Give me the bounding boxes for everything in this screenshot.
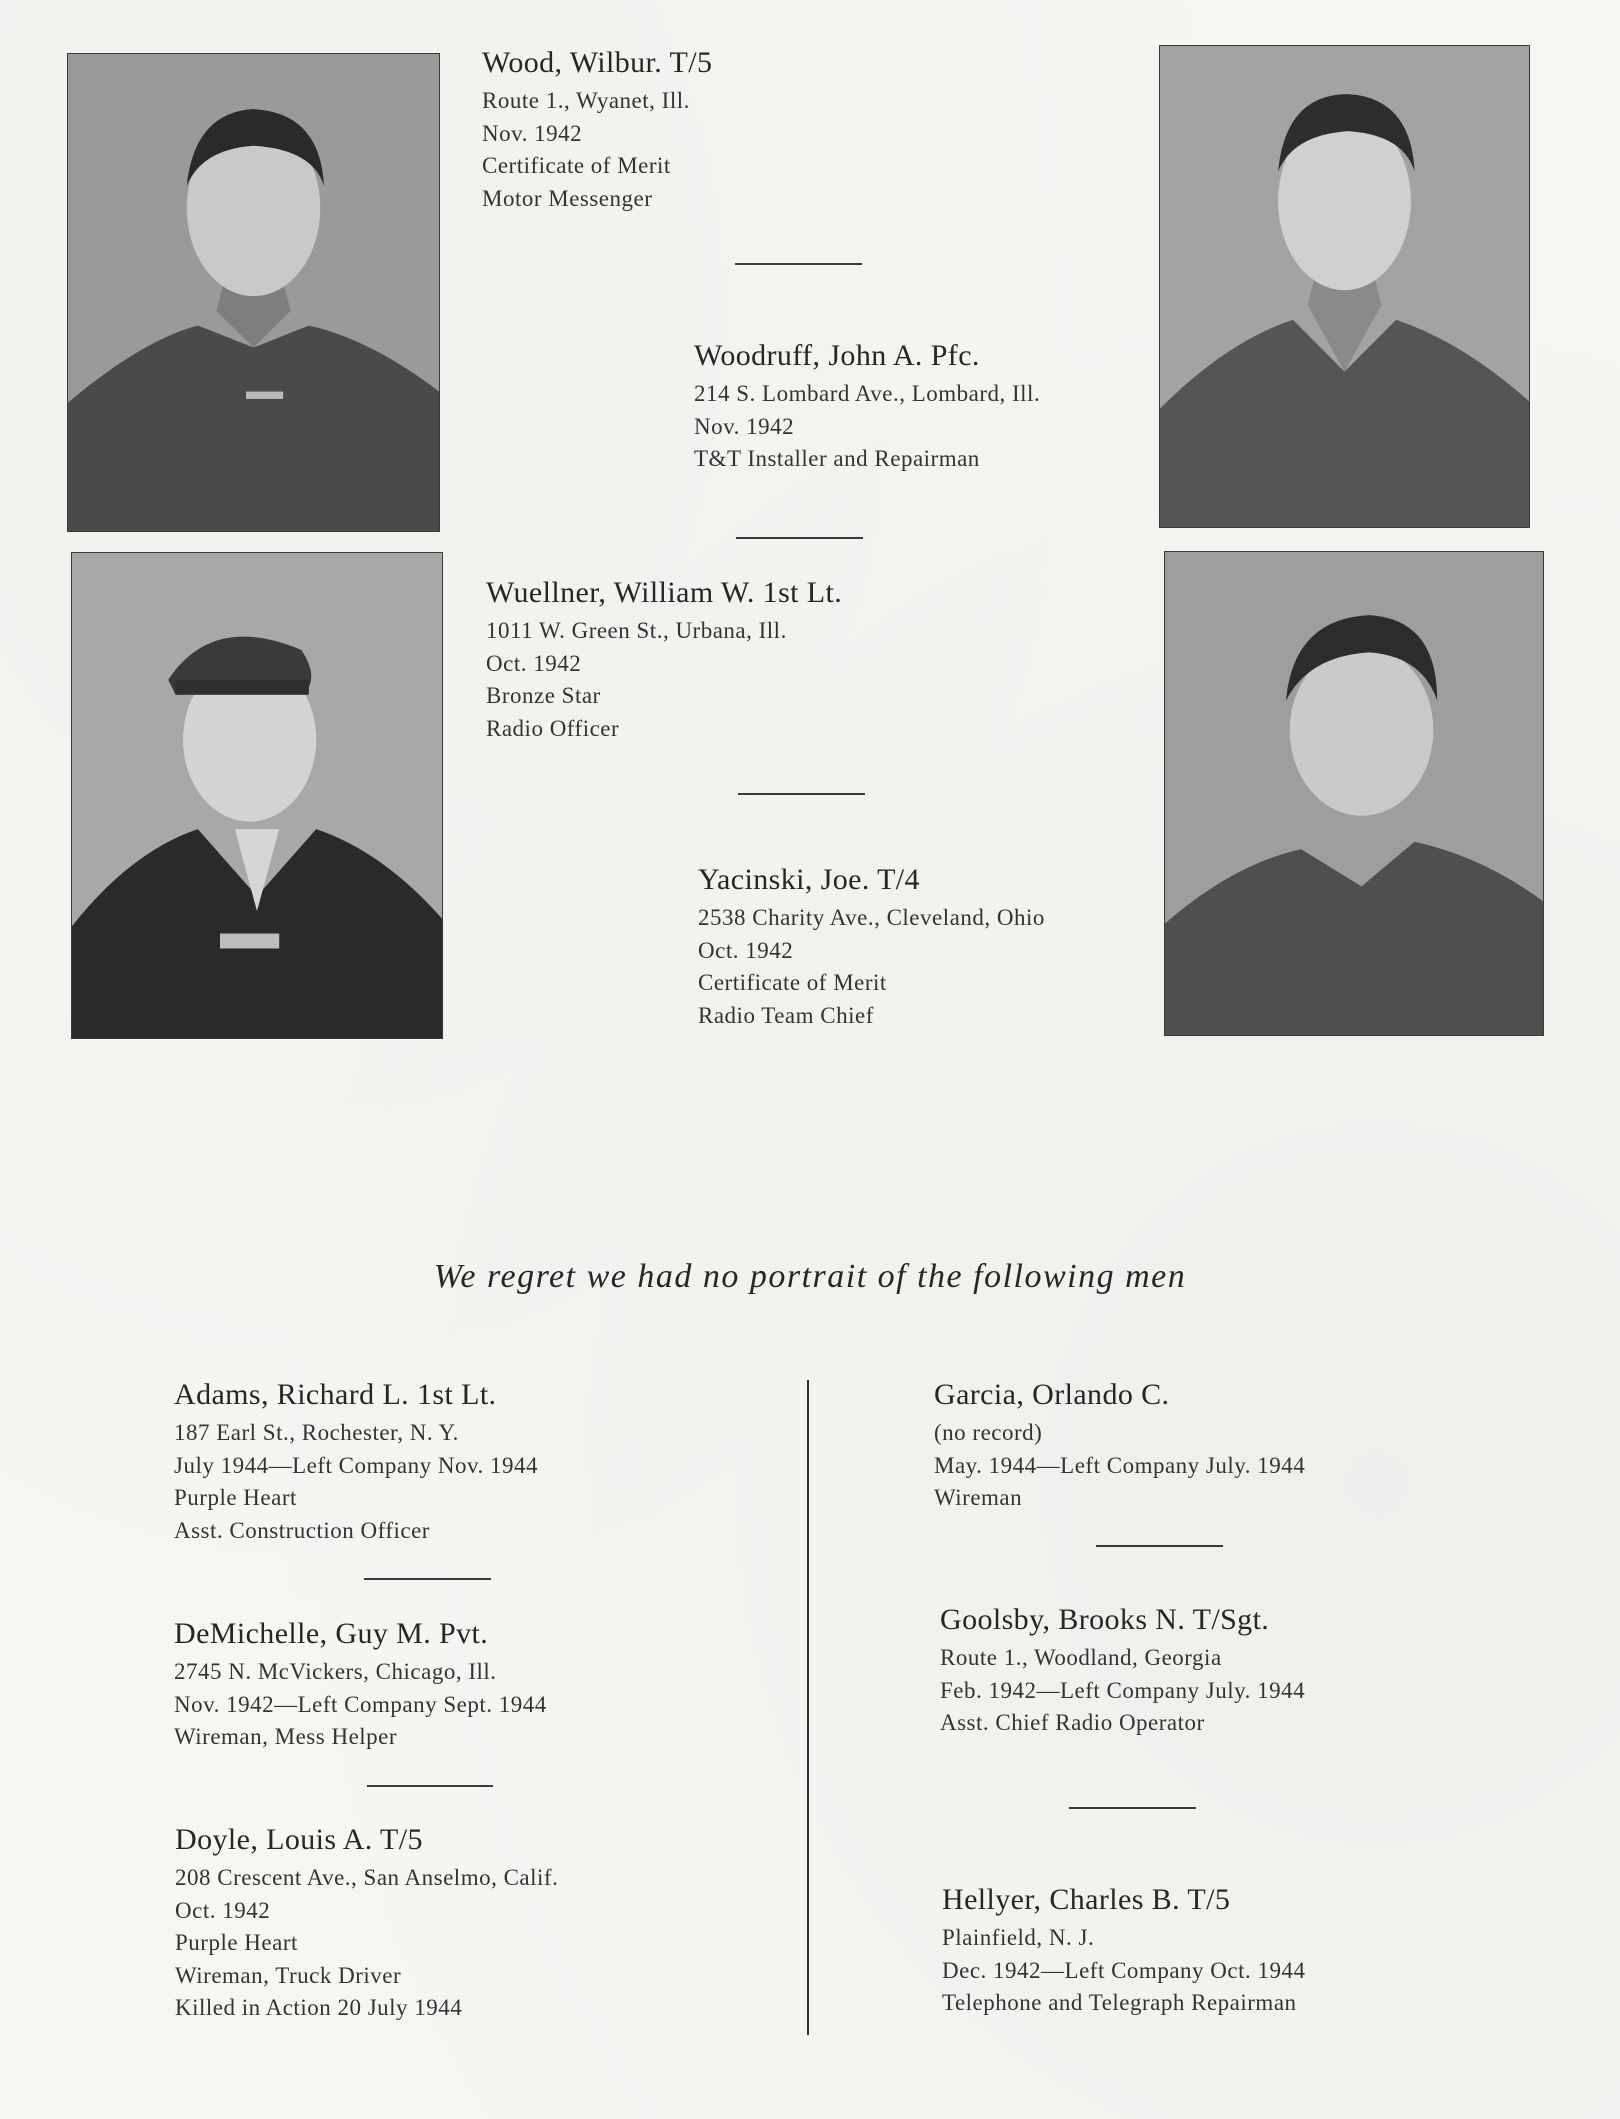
entry-wuellner	[486, 573, 842, 745]
entry-service-dates: Nov. 1942—Left Company Sept. 1944	[174, 1691, 547, 1717]
entry-address: 208 Crescent Ave., San Anselmo, Calif.	[175, 1865, 559, 1890]
entry-yacinski	[698, 860, 1045, 1032]
entry-goolsby	[940, 1600, 1305, 1740]
entry-address: Route 1., Woodland, Georgia	[940, 1645, 1222, 1670]
column-divider	[807, 1380, 809, 2035]
entry-name: Hellyer, Charles B. T/5	[942, 1883, 1231, 1916]
entry-role: Motor Messenger	[482, 185, 653, 211]
divider	[1069, 1807, 1196, 1809]
entry-role: Radio Team Chief	[698, 1002, 874, 1028]
entry-service-dates: May. 1944—Left Company July. 1944	[934, 1452, 1306, 1478]
entry-name: Wood, Wilbur. T/5	[482, 46, 713, 79]
entry-service-dates: Feb. 1942—Left Company July. 1944	[940, 1677, 1306, 1703]
entry-role: Wireman	[934, 1485, 1023, 1510]
entry-award: Purple Heart	[174, 1485, 297, 1510]
entry-name: Adams, Richard L. 1st Lt.	[174, 1378, 497, 1411]
entry-name: Yacinski, Joe. T/4	[698, 863, 920, 896]
divider	[1096, 1545, 1223, 1547]
divider	[735, 263, 862, 265]
entry-hellyer	[942, 1880, 1305, 2020]
entry-award: Bronze Star	[486, 683, 601, 708]
entry-address: 214 S. Lombard Ave., Lombard, Ill.	[694, 381, 1041, 406]
divider	[364, 1578, 491, 1580]
portrait-photo-yacinski	[1164, 551, 1544, 1036]
portrait-photo-wood	[67, 53, 440, 532]
entry-name: Woodruff, John A. Pfc.	[694, 339, 980, 372]
entry-address: 2745 N. McVickers, Chicago, Ill.	[174, 1659, 497, 1684]
entry-role: Asst. Chief Radio Operator	[940, 1710, 1205, 1735]
entry-name: Goolsby, Brooks N. T/Sgt.	[940, 1603, 1270, 1636]
entry-service-dates: July 1944—Left Company Nov. 1944	[174, 1452, 538, 1478]
entry-name: DeMichelle, Guy M. Pvt.	[174, 1617, 489, 1650]
entry-note: Killed in Action 20 July 1944	[175, 1995, 463, 2020]
entry-date: Nov. 1942	[482, 120, 583, 146]
entry-garcia	[934, 1375, 1305, 1515]
entry-demichelle	[174, 1614, 547, 1754]
entry-role: Radio Officer	[486, 715, 620, 741]
entry-date: Oct. 1942	[486, 650, 582, 676]
entry-role: Telephone and Telegraph Repairman	[942, 1990, 1297, 2015]
entry-role: T&T Installer and Repairman	[694, 446, 980, 471]
no-portrait-heading: We regret we had no portrait of the following men	[433, 1258, 1187, 1295]
entry-name: Garcia, Orlando C.	[934, 1378, 1170, 1411]
entry-date: Oct. 1942	[175, 1897, 271, 1923]
entry-address: 187 Earl St., Rochester, N. Y.	[174, 1420, 459, 1445]
entry-address: 1011 W. Green St., Urbana, Ill.	[486, 618, 787, 643]
entry-address: 2538 Charity Ave., Cleveland, Ohio	[698, 905, 1045, 930]
entry-name: Doyle, Louis A. T/5	[175, 1823, 423, 1856]
entry-name: Wuellner, William W. 1st Lt.	[486, 576, 843, 609]
portrait-photo-wuellner	[71, 552, 443, 1039]
entry-service-dates: Dec. 1942—Left Company Oct. 1944	[942, 1957, 1306, 1983]
entry-award: Certificate of Merit	[698, 970, 887, 995]
divider	[736, 537, 863, 539]
entry-date: Nov. 1942	[694, 413, 795, 439]
portrait-photo-woodruff	[1159, 45, 1530, 528]
entry-wood	[482, 43, 712, 215]
entry-award: Purple Heart	[175, 1930, 298, 1955]
entry-role: Wireman, Truck Driver	[175, 1962, 402, 1988]
entry-address: Route 1., Wyanet, Ill.	[482, 88, 690, 113]
entry-woodruff	[694, 336, 1040, 476]
entry-address: (no record)	[934, 1420, 1043, 1445]
divider	[738, 793, 865, 795]
entry-award: Certificate of Merit	[482, 153, 671, 178]
entry-doyle	[175, 1820, 558, 2025]
entry-date: Oct. 1942	[698, 937, 794, 963]
entry-role: Asst. Construction Officer	[174, 1517, 430, 1543]
entry-adams	[174, 1375, 538, 1547]
entry-address: Plainfield, N. J.	[942, 1925, 1095, 1950]
entry-role: Wireman, Mess Helper	[174, 1724, 398, 1749]
divider	[367, 1785, 493, 1787]
